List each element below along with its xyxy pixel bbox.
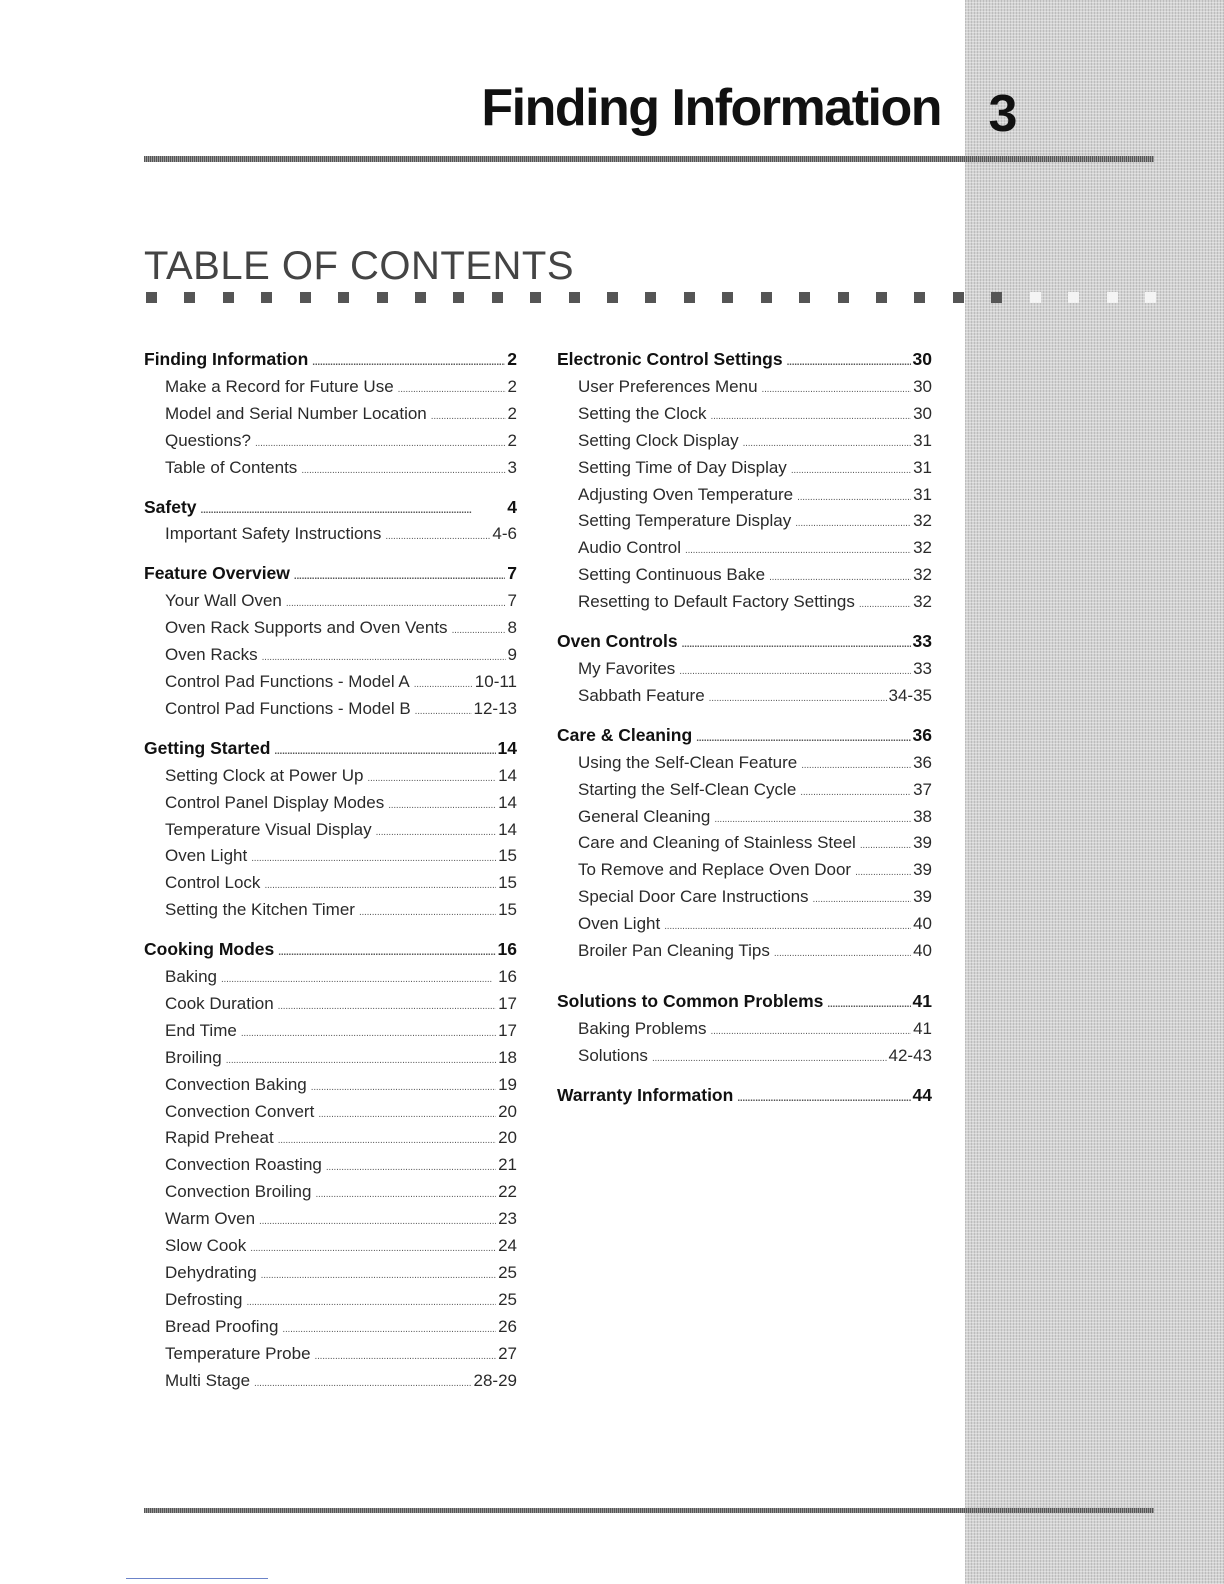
toc-entry-label: Setting Temperature Display xyxy=(578,511,792,531)
toc-entry-page: 15 xyxy=(498,900,517,920)
toc-entry-page: 30 xyxy=(913,376,932,396)
decorative-square xyxy=(223,292,234,303)
toc-entry-label: Warranty Information xyxy=(557,1084,734,1105)
decorative-square xyxy=(799,292,810,303)
toc-item-entry[interactable] xyxy=(144,1342,517,1369)
dot-leader xyxy=(376,818,496,845)
toc-section xyxy=(557,348,932,617)
toc-entry-label: Broiler Pan Cleaning Tips xyxy=(578,941,770,961)
toc-entry-page: 39 xyxy=(913,833,932,853)
dot-leader xyxy=(696,724,910,751)
toc-item-entry[interactable] xyxy=(557,885,932,912)
toc-entry-page: 41 xyxy=(912,990,932,1011)
toc-item-entry[interactable] xyxy=(557,657,932,684)
toc-section xyxy=(144,348,517,483)
toc-entry-page: 21 xyxy=(498,1155,517,1175)
toc-item-entry[interactable] xyxy=(144,764,517,791)
toc-entry-label: Convection Broiling xyxy=(165,1182,312,1202)
toc-entry-page: 28-29 xyxy=(473,1370,517,1390)
toc-entry-label: Important Safety Instructions xyxy=(165,524,382,544)
toc-item-entry[interactable] xyxy=(557,1017,932,1044)
dot-leader xyxy=(326,1153,496,1180)
toc-section-entry[interactable] xyxy=(144,496,517,523)
toc-entry-label: Control Pad Functions - Model B xyxy=(165,698,411,718)
dot-leader xyxy=(737,1084,910,1111)
toc-entry-label: Control Panel Display Modes xyxy=(165,792,385,812)
toc-entry-label: Cooking Modes xyxy=(144,939,275,960)
toc-item-entry[interactable] xyxy=(144,1261,517,1288)
toc-entry-page: 14 xyxy=(498,765,517,785)
toc-entry-label: Setting Time of Day Display xyxy=(578,457,787,477)
toc-item-entry[interactable] xyxy=(144,1207,517,1234)
toc-entry-page: 38 xyxy=(913,806,932,826)
toc-item-entry[interactable] xyxy=(557,483,932,510)
toc-item-entry[interactable] xyxy=(144,1153,517,1180)
toc-entry-page: 39 xyxy=(913,887,932,907)
toc-section-entry[interactable] xyxy=(557,630,932,657)
decorative-square xyxy=(261,292,272,303)
decorative-square-row xyxy=(146,292,1156,304)
dot-leader xyxy=(415,697,472,724)
toc-entry-page: 17 xyxy=(498,1020,517,1040)
dot-leader xyxy=(241,1019,496,1046)
toc-entry-page: 36 xyxy=(912,724,932,745)
toc-entry-page: 32 xyxy=(913,592,932,612)
decorative-square xyxy=(914,292,925,303)
toc-entry-page: 32 xyxy=(913,565,932,585)
toc-entry-label: Baking Problems xyxy=(578,1018,707,1038)
dot-leader xyxy=(318,1100,496,1127)
toc-section xyxy=(557,1084,932,1111)
toc-item-entry[interactable] xyxy=(557,1044,932,1071)
dot-leader xyxy=(398,375,506,402)
dot-leader xyxy=(221,965,496,992)
toc-entry-page: 40 xyxy=(913,914,932,934)
dot-leader xyxy=(385,522,490,549)
toc-entry-page: 39 xyxy=(913,860,932,880)
toc-entry-label: Oven Light xyxy=(165,846,248,866)
toc-section xyxy=(557,990,932,1071)
dot-leader xyxy=(315,1180,496,1207)
toc-entry-page: 42-43 xyxy=(888,1045,932,1065)
dot-leader xyxy=(261,1261,496,1288)
toc-entry-page: 10-11 xyxy=(474,671,517,691)
dot-leader xyxy=(367,764,496,791)
dot-leader xyxy=(682,630,911,657)
toc-item-entry[interactable] xyxy=(557,912,932,939)
dot-leader xyxy=(262,643,506,670)
toc-section-entry[interactable] xyxy=(557,348,932,375)
toc-entry-page: 34-35 xyxy=(888,685,932,705)
toc-entry-label: My Favorites xyxy=(578,658,676,678)
toc-entry-page: 7 xyxy=(507,591,517,611)
toc-item-entry[interactable] xyxy=(144,1100,517,1127)
dot-leader xyxy=(301,456,505,483)
toc-entry-label: Oven Rack Supports and Oven Vents xyxy=(165,618,448,638)
toc-item-entry[interactable] xyxy=(557,563,932,590)
dot-leader xyxy=(250,1234,496,1261)
toc-item-entry[interactable] xyxy=(144,1073,517,1100)
toc-item-entry[interactable] xyxy=(557,456,932,483)
toc-entry-page: 2 xyxy=(507,349,517,369)
dot-leader xyxy=(679,657,911,684)
toc-entry-page: 41 xyxy=(913,1018,932,1038)
dot-leader xyxy=(709,684,887,711)
toc-entry-page: 19 xyxy=(498,1074,517,1094)
toc-entry-page: 20 xyxy=(498,1128,517,1148)
toc-item-entry[interactable] xyxy=(557,429,932,456)
toc-entry-label: Resetting to Default Factory Settings xyxy=(578,592,855,612)
toc-item-entry[interactable] xyxy=(557,590,932,617)
decorative-square xyxy=(607,292,618,303)
toc-item-entry[interactable] xyxy=(557,375,932,402)
toc-item-entry[interactable] xyxy=(557,751,932,778)
toc-entry-label: Oven Racks xyxy=(165,645,258,665)
toc-entry-label: Sabbath Feature xyxy=(578,685,705,705)
dot-leader xyxy=(762,375,912,402)
toc-entry-label: Temperature Probe xyxy=(165,1343,311,1363)
toc-entry-page: 4-6 xyxy=(492,524,517,544)
decorative-square xyxy=(338,292,349,303)
toc-entry-label: Table of Contents xyxy=(165,457,298,477)
toc-entry-label: Setting the Clock xyxy=(578,403,707,423)
decorative-square xyxy=(838,292,849,303)
toc-entry-page: 33 xyxy=(913,658,932,678)
dot-leader xyxy=(800,778,911,805)
toc-item-entry[interactable] xyxy=(144,670,517,697)
decorative-square xyxy=(1145,292,1156,303)
dot-leader xyxy=(278,1126,496,1153)
toc-item-entry[interactable] xyxy=(144,1046,517,1073)
decorative-square xyxy=(684,292,695,303)
toc-entry-page: 2 xyxy=(507,376,517,396)
decorative-square xyxy=(492,292,503,303)
toc-entry-page: 2 xyxy=(507,403,517,423)
toc-entry-page: 30 xyxy=(913,403,932,423)
dot-leader xyxy=(774,939,911,966)
dot-leader xyxy=(254,1369,471,1396)
toc-item-entry[interactable] xyxy=(144,1234,517,1261)
dot-leader xyxy=(201,496,506,523)
dot-leader xyxy=(414,670,473,697)
toc-entry-label: Model and Serial Number Location xyxy=(165,403,427,423)
toc-entry-label: Getting Started xyxy=(144,737,271,758)
dot-leader xyxy=(795,509,911,536)
toc-entry-page: 15 xyxy=(498,873,517,893)
toc-entry-label: Solutions xyxy=(578,1045,648,1065)
toc-entry-page: 32 xyxy=(913,511,932,531)
toc-entry-page: 18 xyxy=(498,1047,517,1067)
dot-leader xyxy=(312,348,505,375)
dot-leader xyxy=(282,1315,496,1342)
toc-entry-label: Dehydrating xyxy=(165,1263,257,1282)
dot-leader xyxy=(278,938,495,965)
toc-entry-page: 7 xyxy=(507,563,517,584)
toc-item-entry[interactable] xyxy=(144,791,517,818)
dot-leader xyxy=(251,844,496,871)
toc-entry-page: 36 xyxy=(913,752,932,772)
toc-entry-label: End Time xyxy=(165,1020,237,1040)
toc-entry-label: Setting Clock Display xyxy=(578,430,739,450)
toc-item-entry[interactable] xyxy=(144,522,517,549)
toc-entry-label: Setting the Kitchen Timer xyxy=(165,900,355,920)
dot-leader xyxy=(743,429,911,456)
toc-entry-page: 31 xyxy=(913,430,932,450)
toc-section-entry[interactable] xyxy=(144,562,517,589)
toc-entry-label: Care and Cleaning of Stainless Steel xyxy=(578,833,856,853)
dot-leader xyxy=(827,990,910,1017)
toc-entry-label: Convection Roasting xyxy=(165,1155,322,1175)
dot-leader xyxy=(813,885,912,912)
toc-entry-label: Bread Proofing xyxy=(165,1316,279,1336)
decorative-square xyxy=(953,292,964,303)
toc-entry-label: Convection Baking xyxy=(165,1074,307,1094)
toc-section xyxy=(144,562,517,723)
toc-item-entry[interactable] xyxy=(557,509,932,536)
toc-entry-label: Setting Clock at Power Up xyxy=(165,765,364,785)
toc-entry-label: Warm Oven xyxy=(165,1209,256,1229)
toc-entry-label: Feature Overview xyxy=(144,563,290,584)
dot-leader xyxy=(855,858,911,885)
dot-leader xyxy=(286,589,506,616)
dot-leader xyxy=(685,536,911,563)
toc-section-entry[interactable] xyxy=(144,737,517,764)
dot-leader xyxy=(274,737,495,764)
toc-item-entry[interactable] xyxy=(144,965,517,992)
dot-leader xyxy=(859,590,911,617)
toc-entry-page: 14 xyxy=(498,792,517,812)
footer-link-underline xyxy=(126,1578,268,1579)
toc-entry-page: 44 xyxy=(912,1084,932,1105)
dot-leader xyxy=(664,912,911,939)
toc-item-entry[interactable] xyxy=(144,616,517,643)
toc-entry-label: User Preferences Menu xyxy=(578,376,758,396)
toc-entry-label: Convection Convert xyxy=(165,1101,315,1121)
toc-item-entry[interactable] xyxy=(557,805,932,832)
toc-section xyxy=(144,938,517,1395)
toc-section-entry[interactable] xyxy=(557,1084,932,1111)
toc-section-entry[interactable] xyxy=(557,990,932,1017)
toc-entry-page: 17 xyxy=(498,993,517,1013)
toc-section-entry[interactable] xyxy=(557,724,932,751)
toc-item-entry[interactable] xyxy=(557,536,932,563)
dot-leader xyxy=(714,805,911,832)
toc-section xyxy=(144,496,517,550)
toc-entry-label: Starting the Self-Clean Cycle xyxy=(578,779,797,799)
toc-entry-page: 25 xyxy=(498,1289,517,1309)
toc-entry-label: To Remove and Replace Oven Door xyxy=(578,860,852,880)
decorative-square xyxy=(876,292,887,303)
toc-entry-label: Rapid Preheat xyxy=(165,1128,274,1148)
dot-leader xyxy=(246,1288,496,1315)
toc-entry-label: Cook Duration xyxy=(165,993,274,1013)
toc-entry-page: 2 xyxy=(507,430,517,450)
toc-item-entry[interactable] xyxy=(144,697,517,724)
toc-item-entry[interactable] xyxy=(144,375,517,402)
toc-item-entry[interactable] xyxy=(144,402,517,429)
toc-item-entry[interactable] xyxy=(557,858,932,885)
toc-entry-label: Care & Cleaning xyxy=(557,724,693,745)
toc-item-entry[interactable] xyxy=(144,871,517,898)
toc-item-entry[interactable] xyxy=(144,1180,517,1207)
toc-entry-page: 3 xyxy=(507,457,517,477)
toc-left-column xyxy=(144,348,517,1409)
decorative-square xyxy=(415,292,426,303)
toc-entry-label: Multi Stage xyxy=(165,1370,251,1390)
toc-item-entry[interactable] xyxy=(144,1288,517,1315)
toc-entry-page: 33 xyxy=(912,631,932,652)
dot-leader xyxy=(255,429,506,456)
decorative-square xyxy=(453,292,464,303)
toc-entry-label: Electronic Control Settings xyxy=(557,349,783,369)
page-number: 3 xyxy=(988,85,1018,143)
toc-entry-label: Baking xyxy=(165,967,217,987)
toc-entry-label: Control Lock xyxy=(165,873,261,893)
footer-rule xyxy=(144,1508,1154,1513)
side-tab-band xyxy=(965,0,1224,1584)
toc-entry-page: 24 xyxy=(498,1236,517,1256)
dot-leader xyxy=(787,348,911,375)
toc-entry-page: 40 xyxy=(913,941,932,961)
toc-entry-label: Special Door Care Instructions xyxy=(578,887,809,907)
dot-leader xyxy=(359,898,496,925)
dot-leader xyxy=(264,871,496,898)
dot-leader xyxy=(315,1342,497,1369)
toc-entry-label: Adjusting Oven Temperature xyxy=(578,484,794,504)
decorative-square xyxy=(1030,292,1041,303)
dot-leader xyxy=(860,831,911,858)
toc-entry-page: 16 xyxy=(497,939,517,960)
decorative-square xyxy=(645,292,656,303)
header-rule xyxy=(144,156,1154,162)
toc-entry-page: 37 xyxy=(913,779,932,799)
dot-leader xyxy=(797,483,911,510)
toc-entry-page: 15 xyxy=(498,846,517,866)
toc-entry-page: 32 xyxy=(913,538,932,558)
dot-leader xyxy=(294,562,505,589)
toc-entry-label: Setting Continuous Bake xyxy=(578,565,766,585)
toc-entry-label: Questions? xyxy=(165,430,251,450)
toc-item-entry[interactable] xyxy=(557,778,932,805)
toc-entry-label: Slow Cook xyxy=(165,1236,247,1256)
toc-entry-label: Oven Light xyxy=(578,914,661,934)
dot-leader xyxy=(259,1207,496,1234)
page-header-title: Finding Information xyxy=(481,79,941,137)
toc-section xyxy=(557,724,932,966)
decorative-square xyxy=(146,292,157,303)
toc-entry-page: 9 xyxy=(507,645,517,665)
dot-leader xyxy=(311,1073,496,1100)
toc-item-entry[interactable] xyxy=(144,456,517,483)
toc-entry-label: Make a Record for Future Use xyxy=(165,376,394,396)
toc-entry-label: Control Pad Functions - Model A xyxy=(165,671,410,691)
toc-item-entry[interactable] xyxy=(557,831,932,858)
decorative-square xyxy=(377,292,388,303)
toc-entry-page: 30 xyxy=(912,349,932,369)
dot-leader xyxy=(711,402,912,429)
toc-entry-page: 22 xyxy=(498,1182,517,1202)
dot-leader xyxy=(226,1046,496,1073)
dot-leader xyxy=(278,992,496,1019)
toc-entry-label: Temperature Visual Display xyxy=(165,819,372,839)
toc-entry-label: Your Wall Oven xyxy=(165,591,282,611)
dot-leader xyxy=(388,791,496,818)
dot-leader xyxy=(452,616,506,643)
decorative-square xyxy=(761,292,772,303)
dot-leader xyxy=(431,402,506,429)
toc-item-entry[interactable] xyxy=(144,818,517,845)
toc-entry-page: 4 xyxy=(507,496,517,517)
toc-entry-label: Using the Self-Clean Feature xyxy=(578,752,798,772)
toc-entry-page: 14 xyxy=(498,819,517,839)
decorative-square xyxy=(530,292,541,303)
toc-entry-page: 31 xyxy=(913,457,932,477)
toc-entry-page: 14 xyxy=(497,737,517,758)
toc-section xyxy=(557,630,932,711)
toc-entry-page: 26 xyxy=(498,1316,517,1336)
toc-item-entry[interactable] xyxy=(557,684,932,711)
toc-entry-label: Defrosting xyxy=(165,1289,243,1309)
toc-entry-label: Audio Control xyxy=(578,538,682,558)
toc-entry-label: Broiling xyxy=(165,1047,222,1067)
toc-item-entry[interactable] xyxy=(144,992,517,1019)
dot-leader xyxy=(769,563,911,590)
decorative-square xyxy=(1068,292,1079,303)
toc-item-entry[interactable] xyxy=(557,402,932,429)
decorative-square xyxy=(1107,292,1118,303)
toc-entry-page: 20 xyxy=(498,1101,517,1121)
decorative-square xyxy=(184,292,195,303)
toc-heading: TABLE OF CONTENTS xyxy=(144,244,575,288)
toc-item-entry[interactable] xyxy=(144,1019,517,1046)
toc-item-entry[interactable] xyxy=(557,939,932,966)
decorative-square xyxy=(991,292,1002,303)
toc-entry-page: 8 xyxy=(507,618,517,638)
toc-section xyxy=(144,737,517,925)
toc-item-entry[interactable] xyxy=(144,1126,517,1153)
toc-item-entry[interactable] xyxy=(144,844,517,871)
toc-right-column xyxy=(557,348,932,1124)
toc-entry-page: 27 xyxy=(498,1343,517,1363)
decorative-square xyxy=(569,292,580,303)
decorative-square xyxy=(722,292,733,303)
toc-item-entry[interactable] xyxy=(144,1315,517,1342)
toc-item-entry[interactable] xyxy=(144,429,517,456)
dot-leader xyxy=(791,456,911,483)
toc-entry-label: Oven Controls xyxy=(557,631,678,652)
toc-item-entry[interactable] xyxy=(144,1369,517,1396)
toc-section-entry[interactable] xyxy=(144,348,517,375)
toc-item-entry[interactable] xyxy=(144,589,517,616)
toc-entry-label: Solutions to Common Problems xyxy=(557,990,824,1011)
toc-entry-page: 16 xyxy=(498,967,517,987)
toc-entry-label: Safety xyxy=(144,496,197,517)
toc-entry-label: General Cleaning xyxy=(578,806,711,826)
toc-entry-page: 31 xyxy=(913,484,932,504)
toc-entry-label: Finding Information xyxy=(144,349,309,369)
dot-leader xyxy=(801,751,911,778)
toc-item-entry[interactable] xyxy=(144,643,517,670)
toc-section-entry[interactable] xyxy=(144,938,517,965)
toc-item-entry[interactable] xyxy=(144,898,517,925)
decorative-square xyxy=(300,292,311,303)
toc-entry-page: 23 xyxy=(498,1209,517,1229)
dot-leader xyxy=(652,1044,887,1071)
dot-leader xyxy=(711,1017,912,1044)
toc-entry-page: 25 xyxy=(498,1263,517,1282)
toc-entry-page: 12-13 xyxy=(473,698,517,718)
